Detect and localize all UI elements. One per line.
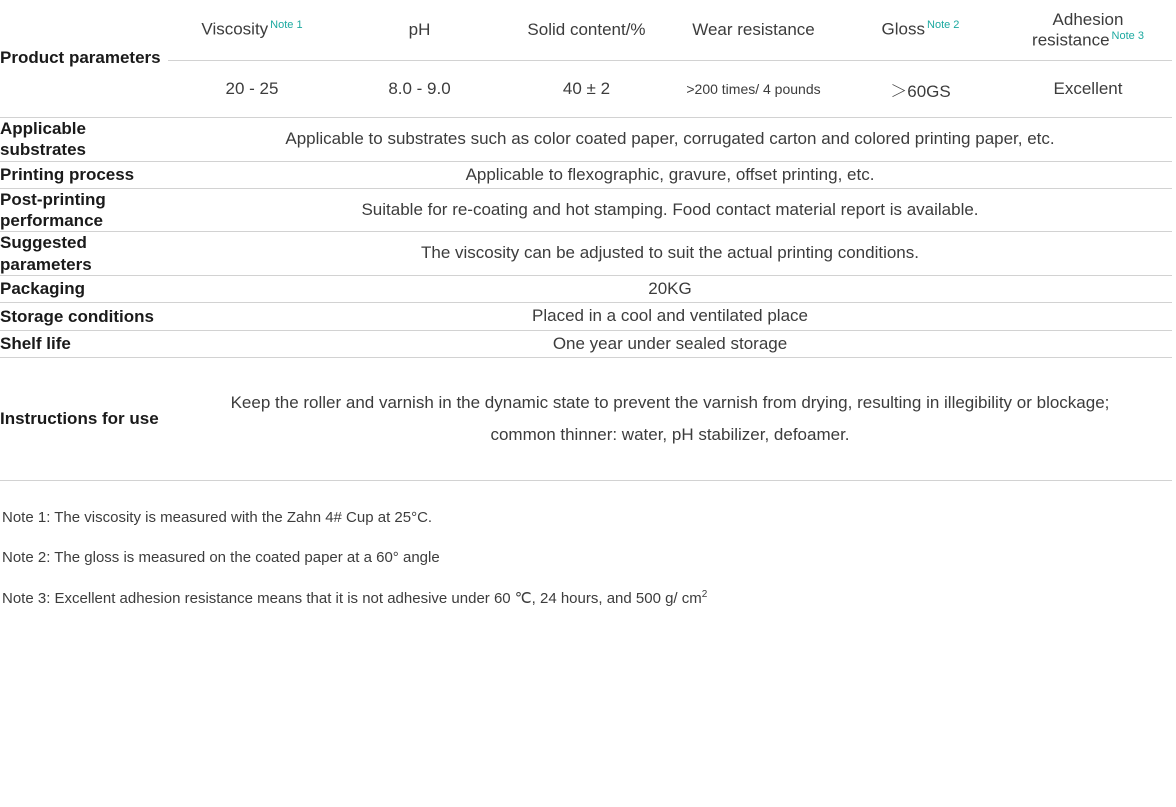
value-solid-content: 40 ± 2 xyxy=(503,61,670,118)
row-value-shelf-life: One year under sealed storage xyxy=(168,330,1172,357)
column-header-label: Viscosity xyxy=(201,20,269,40)
value-gloss: ＞60GS xyxy=(837,61,1004,118)
column-header-label: Adhesion resistance xyxy=(1032,10,1124,50)
product-parameters-label xyxy=(0,0,168,118)
table-row xyxy=(0,188,1172,232)
value-wear-resistance: >200 times/ 4 pounds xyxy=(670,61,837,118)
column-header-label: pH xyxy=(408,19,431,39)
column-header-wear-resistance xyxy=(670,0,837,61)
row-value-suggested-parameters: The viscosity can be adjusted to suit the actual printing conditions. xyxy=(168,232,1172,276)
footnote-2 xyxy=(2,549,1176,567)
table-row xyxy=(0,357,1172,480)
column-header-label: Wear resistance xyxy=(692,19,815,39)
row-label-instructions-for-use: Instructions for use xyxy=(0,357,168,480)
column-header-label: Gloss xyxy=(881,20,926,40)
column-header-adhesion-resistance xyxy=(1004,0,1172,61)
row-value-printing-process: Applicable to flexographic, gravure, offset printing, etc. xyxy=(168,161,1172,188)
table-header-row xyxy=(0,0,1172,61)
row-label-storage-conditions: Storage conditions xyxy=(0,303,168,330)
value-viscosity: 20 - 25 xyxy=(168,61,336,118)
footnote-1 xyxy=(2,509,1176,527)
table-row xyxy=(0,118,1172,162)
table-row xyxy=(0,330,1172,357)
product-parameters-label-text: Product parameters xyxy=(0,48,161,68)
row-label-shelf-life: Shelf life xyxy=(0,330,168,357)
column-header-gloss xyxy=(837,0,1004,61)
footnotes xyxy=(0,509,1176,608)
note-marker-3: Note 3 xyxy=(1111,29,1144,42)
value-adhesion-resistance: Excellent xyxy=(1004,61,1172,118)
value-ph: 8.0 - 9.0 xyxy=(336,61,503,118)
row-value-post-printing-performance: Suitable for re-coating and hot stamping. Food contact material report is available. xyxy=(168,188,1172,232)
table-row xyxy=(0,275,1172,302)
row-label-applicable-substrates: Applicable substrates xyxy=(0,118,168,162)
table-values-row xyxy=(0,61,1172,118)
footnote-2-text: Note 2: The gloss is measured on the coated paper at a 60° angle xyxy=(2,548,440,566)
row-value-instructions-for-use: Keep the roller and varnish in the dynamic state to prevent the varnish from drying, resulting in illegibility or blockage; common thinner: water, pH stabilizer, defoamer. xyxy=(168,357,1172,480)
column-header-viscosity xyxy=(168,0,336,61)
note-marker-2: Note 2 xyxy=(927,19,960,32)
note-marker-1: Note 1 xyxy=(270,19,303,32)
row-label-packaging: Packaging xyxy=(0,275,168,302)
table-row xyxy=(0,303,1172,330)
table-row xyxy=(0,232,1172,276)
table-row xyxy=(0,161,1172,188)
footnote-3-text: Note 3: Excellent adhesion resistance means that it is not adhesive under 60 ℃, 24 hours, and 500 g/ cm xyxy=(2,589,702,607)
footnote-1-text: Note 1: The viscosity is measured with the Zahn 4# Cup at 25°C. xyxy=(2,508,433,526)
row-value-packaging: 20KG xyxy=(168,275,1172,302)
column-header-solid-content xyxy=(503,0,670,61)
footnote-3 xyxy=(2,589,1176,608)
column-header-ph xyxy=(336,0,503,61)
row-value-storage-conditions: Placed in a cool and ventilated place xyxy=(168,303,1172,330)
row-label-suggested-parameters: Suggested parameters xyxy=(0,232,168,276)
row-label-printing-process: Printing process xyxy=(0,161,168,188)
column-header-label: Solid content/% xyxy=(527,19,646,39)
footnote-3-superscript: 2 xyxy=(701,588,708,600)
row-value-applicable-substrates: Applicable to substrates such as color coated paper, corrugated carton and colored printing paper, etc. xyxy=(168,118,1172,162)
row-label-post-printing-performance: Post-printing performance xyxy=(0,188,168,232)
